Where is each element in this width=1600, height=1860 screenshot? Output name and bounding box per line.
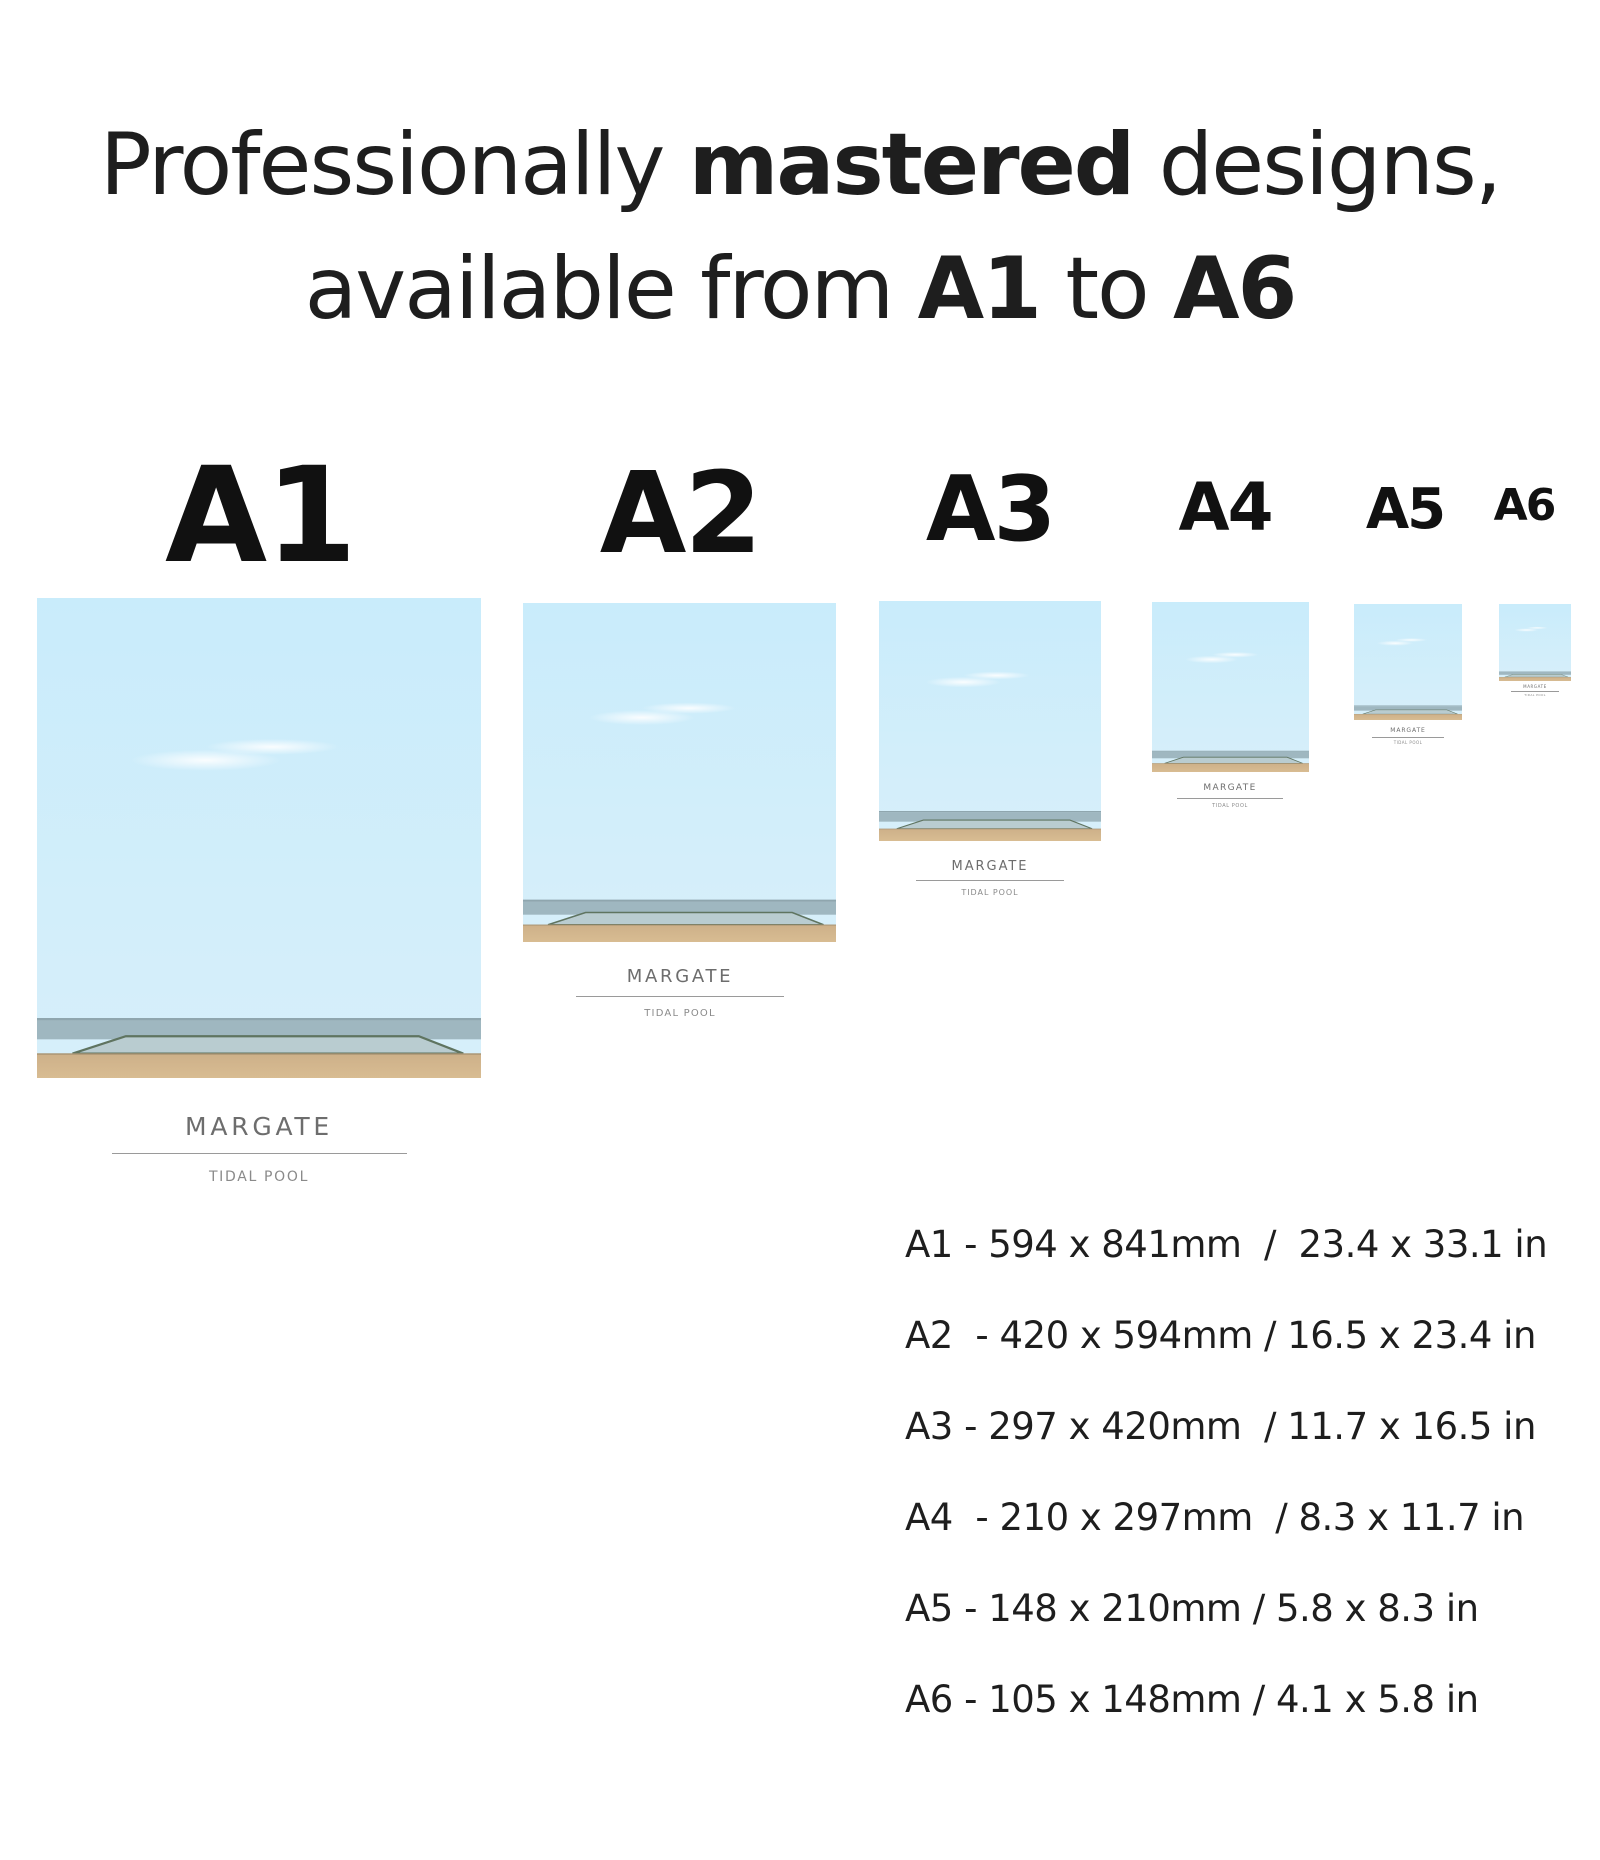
caption-rule [576, 996, 784, 997]
poster-title: MARGATE [626, 966, 734, 987]
caption-a3 [915, 860, 1065, 897]
spec-a6: A6 - 105 x 148mm / 4.1 x 5.8 in [905, 1678, 1479, 1721]
caption-a6 [1510, 685, 1560, 697]
spec-a4: A4 - 210 x 297mm / 8.3 x 11.7 in [905, 1496, 1525, 1539]
headline-text: available from [304, 239, 918, 339]
poster-title: MARGATE [951, 859, 1029, 874]
caption-rule [112, 1153, 407, 1154]
size-label-a3: A3 [925, 457, 1055, 562]
size-spec-list [905, 1215, 1565, 1761]
spec-a3: A3 - 297 x 420mm / 11.7 x 16.5 in [905, 1405, 1536, 1448]
poster-title: MARGATE [1523, 684, 1547, 689]
caption-a1 [109, 1114, 409, 1184]
headline-bold: A6 [1173, 239, 1296, 339]
poster-a1 [37, 598, 481, 1078]
size-label-a4: A4 [1178, 469, 1272, 546]
caption-rule [1511, 691, 1559, 692]
caption-a2 [574, 968, 786, 1019]
poster-a2 [523, 603, 836, 942]
poster-a3 [879, 601, 1101, 841]
headline-bold: mastered [688, 115, 1134, 215]
caption-rule [916, 880, 1064, 881]
headline-text: Professionally [99, 115, 689, 215]
poster-title: MARGATE [1390, 727, 1426, 734]
caption-a4 [1176, 784, 1284, 809]
caption-rule [1372, 737, 1444, 738]
poster-subtitle: TIDAL POOL [644, 1008, 716, 1019]
spec-a5: A5 - 148 x 210mm / 5.8 x 8.3 in [905, 1587, 1479, 1630]
size-label-a2: A2 [599, 449, 761, 579]
spec-a1: A1 - 594 x 841mm / 23.4 x 33.1 in [905, 1223, 1548, 1266]
headline-text: to [1039, 239, 1173, 339]
headline-text: designs, [1133, 115, 1501, 215]
poster-title: MARGATE [1203, 783, 1257, 793]
poster-subtitle: TIDAL POOL [1393, 740, 1423, 745]
poster-subtitle: TIDAL POOL [208, 1169, 310, 1185]
poster-a4 [1152, 602, 1309, 772]
size-label-a5: A5 [1365, 477, 1445, 542]
poster-subtitle: TIDAL POOL [961, 888, 1019, 897]
spec-a2: A2 - 420 x 594mm / 16.5 x 23.4 in [905, 1314, 1536, 1357]
headline-bold: A1 [917, 239, 1040, 339]
headline-line-2 [0, 239, 1600, 339]
poster-subtitle: TIDAL POOL [1524, 693, 1546, 697]
poster-a6 [1499, 604, 1571, 681]
poster-subtitle: TIDAL POOL [1212, 803, 1248, 809]
headline-line-1 [0, 115, 1600, 215]
poster-a5 [1354, 604, 1462, 720]
caption-rule [1177, 798, 1283, 799]
poster-title: MARGATE [185, 1112, 333, 1141]
size-label-a6: A6 [1493, 480, 1555, 531]
size-label-a1: A1 [164, 439, 355, 593]
caption-a5 [1371, 728, 1445, 745]
